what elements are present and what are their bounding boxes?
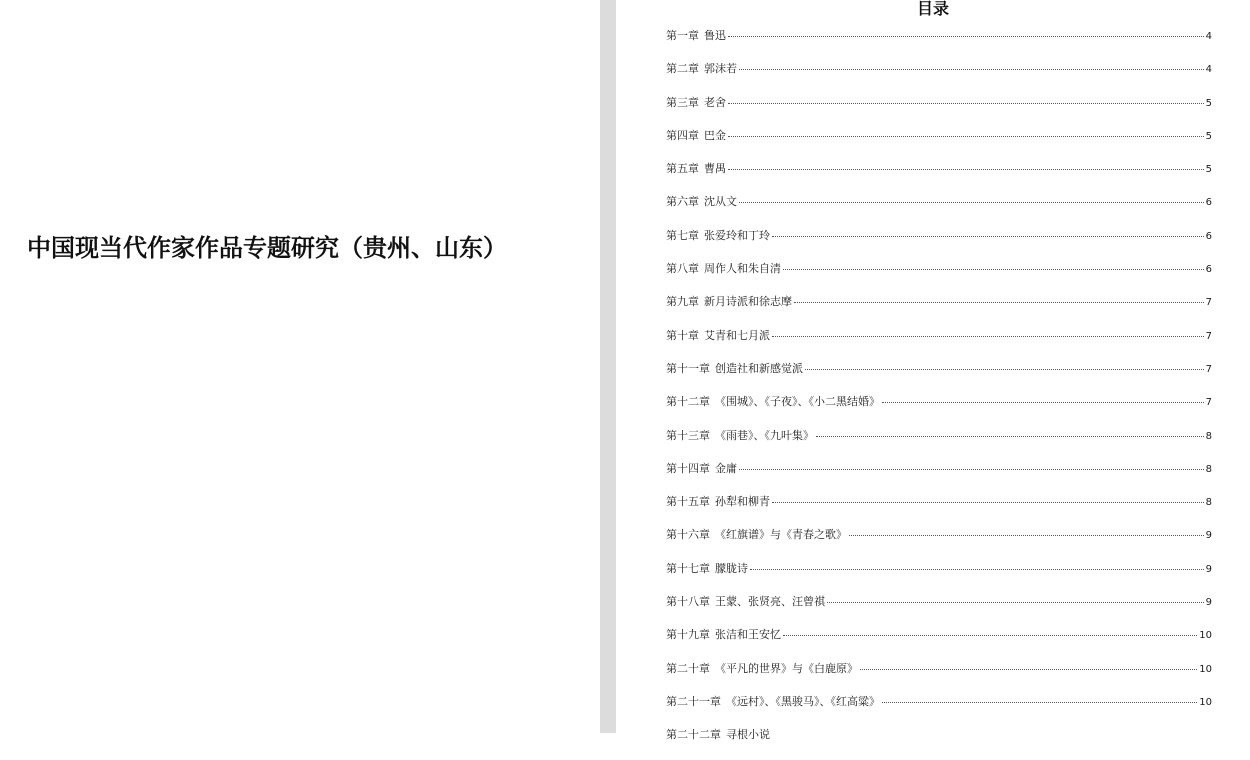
toc-chapter-title: 老舍: [704, 95, 726, 109]
toc-dot-leader: [739, 69, 1204, 70]
toc-chapter-title: 《远村》、《黑骏马》、《红高粱》: [726, 694, 880, 708]
toc-chapter-number: 第二十章: [666, 661, 710, 675]
toc-dot-leader: [783, 269, 1204, 270]
toc-dot-leader: [750, 569, 1204, 570]
toc-chapter-title: 沈从文: [704, 195, 737, 209]
toc-entry[interactable]: [666, 693, 1212, 726]
toc-dot-leader: [728, 136, 1204, 137]
toc-page-number: 5: [1205, 97, 1212, 109]
toc-entry[interactable]: [666, 127, 1212, 160]
toc-chapter-number: 第四章: [666, 128, 699, 142]
toc-chapter-number: 第十六章: [666, 528, 710, 542]
toc-page-number: 7: [1205, 330, 1212, 342]
toc-chapter-number: 第七章: [666, 228, 699, 242]
toc-dot-leader: [783, 635, 1197, 636]
toc-page-number: 6: [1205, 230, 1212, 242]
toc-chapter-title: 创造社和新感觉派: [715, 361, 803, 375]
toc-chapter-number: 第十三章: [666, 428, 710, 442]
toc-page-number: 10: [1199, 663, 1212, 675]
toc-entry[interactable]: [666, 260, 1212, 293]
toc-entry[interactable]: [666, 493, 1212, 526]
toc-page-number: 10: [1199, 630, 1212, 642]
toc-chapter-title: 郭沫若: [704, 62, 737, 76]
toc-page-number: 7: [1205, 397, 1212, 409]
toc-dot-leader: [739, 469, 1204, 470]
toc-chapter-title: 《红旗谱》与《青春之歌》: [715, 528, 847, 542]
toc-dot-leader: [882, 402, 1204, 403]
toc-entry[interactable]: [666, 160, 1212, 193]
toc-chapter-title: 金庸: [715, 461, 737, 475]
toc-dot-leader: [849, 535, 1204, 536]
toc-chapter-number: 第九章: [666, 295, 699, 309]
toc-chapter-title: 新月诗派和徐志摩: [704, 295, 792, 309]
toc-dot-leader: [882, 702, 1197, 703]
toc-page-number: 5: [1205, 130, 1212, 142]
toc-page-number: 4: [1205, 31, 1212, 42]
toc-page: [616, 0, 1226, 742]
toc-dot-leader: [827, 602, 1204, 603]
toc-chapter-title: 艾青和七月派: [704, 328, 770, 342]
toc-page-number: 8: [1205, 430, 1212, 442]
toc-entry[interactable]: [666, 293, 1212, 326]
toc-chapter-number: 第八章: [666, 262, 699, 276]
cover-page: [0, 0, 600, 733]
toc-page-number: 6: [1205, 264, 1212, 276]
toc-list: [666, 27, 1212, 760]
toc-entry[interactable]: [666, 593, 1212, 626]
toc-dot-leader: [805, 369, 1204, 370]
toc-chapter-title: 王蒙、张贤亮、汪曾祺: [715, 595, 825, 609]
toc-chapter-title: 朦胧诗: [715, 561, 748, 575]
toc-entry[interactable]: [666, 27, 1212, 60]
toc-chapter-number: 第二十二章: [666, 728, 721, 742]
toc-entry[interactable]: [666, 60, 1212, 93]
toc-chapter-number: 第十一章: [666, 361, 710, 375]
toc-dot-leader: [816, 436, 1204, 437]
toc-chapter-title: 《围城》、《子夜》、《小二黑结婚》: [715, 395, 880, 409]
toc-chapter-number: 第三章: [666, 95, 699, 109]
toc-dot-leader: [728, 103, 1204, 104]
toc-chapter-number: 第十二章: [666, 395, 710, 409]
toc-chapter-number: 第十五章: [666, 495, 710, 509]
toc-dot-leader: [728, 169, 1204, 170]
toc-entry[interactable]: [666, 626, 1212, 659]
toc-page-number: 9: [1205, 530, 1212, 542]
toc-entry[interactable]: [666, 227, 1212, 260]
toc-entry[interactable]: [666, 460, 1212, 493]
toc-entry[interactable]: [666, 660, 1212, 693]
toc-entry[interactable]: [666, 327, 1212, 360]
toc-dot-leader: [794, 302, 1204, 303]
toc-dot-leader: [728, 36, 1204, 37]
toc-entry[interactable]: [666, 427, 1212, 460]
toc-page-number: 4: [1205, 64, 1212, 76]
document-title: 中国现当代作家作品专题研究（贵州、山东）: [27, 234, 507, 262]
page-gutter: [600, 0, 616, 733]
toc-dot-leader: [772, 502, 1204, 503]
toc-page-number: 8: [1205, 497, 1212, 509]
toc-chapter-number: 第六章: [666, 195, 699, 209]
toc-page-number: 5: [1205, 164, 1212, 176]
toc-chapter-title: 鲁迅: [704, 29, 726, 42]
toc-entry[interactable]: [666, 726, 1212, 759]
toc-chapter-title: 周作人和朱自清: [704, 262, 781, 276]
toc-chapter-title: 巴金: [704, 128, 726, 142]
toc-page-number: 9: [1205, 597, 1212, 609]
toc-entry[interactable]: [666, 560, 1212, 593]
toc-page-number: 7: [1205, 297, 1212, 309]
toc-dot-leader: [772, 336, 1204, 337]
toc-entry[interactable]: [666, 360, 1212, 393]
toc-chapter-title: 《雨巷》、《九叶集》: [715, 428, 814, 442]
toc-page-number: 7: [1205, 363, 1212, 375]
toc-chapter-number: 第十七章: [666, 561, 710, 575]
toc-page-number: 8: [1205, 463, 1212, 475]
toc-chapter-number: 第二十一章: [666, 694, 721, 708]
toc-chapter-title: 孙犁和柳青: [715, 495, 770, 509]
toc-dot-leader: [860, 669, 1197, 670]
toc-chapter-number: 第五章: [666, 162, 699, 176]
toc-page-number: 9: [1205, 563, 1212, 575]
toc-chapter-title: 曹禺: [704, 162, 726, 176]
toc-entry[interactable]: [666, 393, 1212, 426]
toc-page-number: 6: [1205, 197, 1212, 209]
toc-chapter-number: 第二章: [666, 62, 699, 76]
toc-chapter-title: 寻根小说: [726, 728, 770, 742]
toc-chapter-number: 第一章: [666, 29, 699, 42]
toc-page-number: 10: [1199, 696, 1212, 708]
toc-chapter-title: 张爱玲和丁玲: [704, 228, 770, 242]
toc-entry[interactable]: [666, 193, 1212, 226]
toc-chapter-title: 张洁和王安忆: [715, 628, 781, 642]
toc-heading: 目录: [916, 0, 949, 18]
toc-chapter-number: 第十九章: [666, 628, 710, 642]
toc-dot-leader: [772, 236, 1204, 237]
toc-chapter-title: 《平凡的世界》与《白鹿原》: [715, 661, 858, 675]
toc-dot-leader: [739, 202, 1204, 203]
toc-chapter-number: 第十八章: [666, 595, 710, 609]
toc-entry[interactable]: [666, 526, 1212, 559]
toc-entry[interactable]: [666, 94, 1212, 127]
toc-chapter-number: 第十四章: [666, 461, 710, 475]
toc-chapter-number: 第十章: [666, 328, 699, 342]
